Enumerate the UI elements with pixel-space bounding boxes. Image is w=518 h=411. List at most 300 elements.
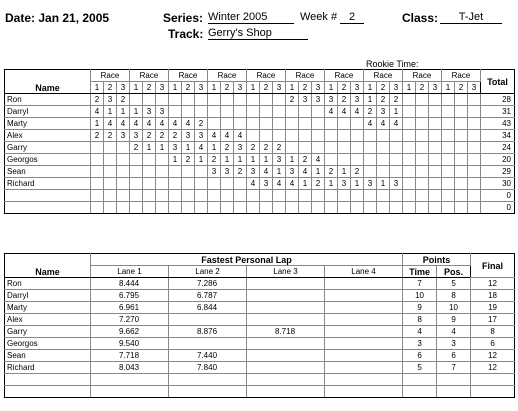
heat-finish-cell (195, 190, 208, 202)
heat-finish-cell (286, 190, 299, 202)
total-cell: 29 (481, 166, 515, 178)
race-group-header: Race (247, 70, 286, 82)
heat-finish-cell: 4 (299, 166, 312, 178)
heat-finish-cell (455, 94, 468, 106)
final-header: Final (471, 254, 515, 278)
lane-time-cell: 6.795 (91, 290, 169, 302)
heat-finish-cell: 3 (286, 166, 299, 178)
heat-finish-cell (299, 106, 312, 118)
heat-finish-cell (325, 190, 338, 202)
heat-finish-cell (364, 142, 377, 154)
heat-finish-cell: 4 (377, 118, 390, 130)
driver-name: Garry (5, 326, 91, 338)
heat-finish-cell: 4 (286, 178, 299, 190)
heat-finish-cell (390, 130, 403, 142)
driver-name: Alex (5, 130, 91, 142)
heat-finish-cell (273, 94, 286, 106)
heat-finish-cell: 1 (338, 166, 351, 178)
heat-finish-cell (429, 202, 442, 214)
heat-finish-cell (338, 130, 351, 142)
heat-finish-cell: 1 (286, 154, 299, 166)
heat-finish-cell: 2 (117, 94, 130, 106)
race-row (5, 118, 515, 130)
heat-finish-cell (416, 106, 429, 118)
driver-name (5, 190, 91, 202)
heat-finish-cell: 4 (338, 106, 351, 118)
points-pos-cell: 5 (437, 278, 471, 290)
heat-finish-cell (247, 118, 260, 130)
heat-finish-cell: 2 (390, 94, 403, 106)
points-pos-cell: 4 (437, 326, 471, 338)
heat-finish-cell (377, 166, 390, 178)
lane-time-cell: 7.286 (169, 278, 247, 290)
heat-finish-cell (338, 202, 351, 214)
total-cell: 43 (481, 118, 515, 130)
lane-time-cell (325, 314, 403, 326)
driver-name (5, 202, 91, 214)
heat-finish-cell (91, 154, 104, 166)
heat-finish-cell (156, 94, 169, 106)
total-cell: 30 (481, 178, 515, 190)
heat-finish-cell: 3 (377, 106, 390, 118)
driver-name: Richard (5, 362, 91, 374)
heat-finish-cell (364, 166, 377, 178)
heat-finish-cell: 3 (182, 130, 195, 142)
lane-time-cell (325, 386, 403, 398)
heat-finish-cell (286, 202, 299, 214)
heat-finish-cell (156, 202, 169, 214)
heat-finish-cell: 1 (221, 154, 234, 166)
heat-number: 3 (312, 82, 325, 94)
heat-finish-cell (455, 202, 468, 214)
heat-finish-cell (130, 154, 143, 166)
heat-finish-cell (416, 94, 429, 106)
heat-number: 2 (221, 82, 234, 94)
heat-finish-cell (416, 118, 429, 130)
points-pos-cell: 8 (437, 290, 471, 302)
heat-finish-cell (169, 166, 182, 178)
lane-time-cell (325, 290, 403, 302)
heat-finish-cell (455, 166, 468, 178)
heat-finish-cell: 4 (104, 118, 117, 130)
final-cell: 12 (471, 350, 515, 362)
lane-time-cell (169, 374, 247, 386)
heat-finish-cell (403, 190, 416, 202)
heat-finish-cell (130, 202, 143, 214)
heat-finish-cell (182, 202, 195, 214)
heat-finish-cell (403, 94, 416, 106)
points-time-cell (403, 374, 437, 386)
heat-finish-cell: 1 (143, 142, 156, 154)
heat-finish-cell: 2 (91, 130, 104, 142)
lane-time-cell: 6.844 (169, 302, 247, 314)
heat-finish-cell (442, 142, 455, 154)
heat-finish-cell: 3 (338, 178, 351, 190)
heat-finish-cell (156, 154, 169, 166)
heat-finish-cell (286, 118, 299, 130)
heat-finish-cell (234, 118, 247, 130)
race-row (5, 130, 515, 142)
points-time-cell: 5 (403, 362, 437, 374)
heat-finish-cell (416, 142, 429, 154)
heat-finish-cell: 1 (364, 94, 377, 106)
lane-time-cell (325, 362, 403, 374)
heat-number: 3 (468, 82, 481, 94)
heat-finish-cell: 1 (390, 106, 403, 118)
series-value: Winter 2005 (208, 11, 294, 24)
heat-finish-cell: 4 (117, 118, 130, 130)
points-pos-cell (437, 386, 471, 398)
race-row (5, 106, 515, 118)
heat-finish-cell (221, 94, 234, 106)
heat-finish-cell (208, 202, 221, 214)
heat-finish-cell (468, 154, 481, 166)
heat-finish-cell (403, 166, 416, 178)
lane-time-cell (325, 278, 403, 290)
final-cell (471, 386, 515, 398)
heat-finish-cell (91, 142, 104, 154)
heat-finish-cell (442, 166, 455, 178)
lane-time-cell (169, 314, 247, 326)
points-time-cell (403, 386, 437, 398)
heat-finish-cell (182, 106, 195, 118)
heat-finish-cell (468, 190, 481, 202)
heat-finish-cell (169, 178, 182, 190)
lane-time-cell (247, 278, 325, 290)
heat-finish-cell (195, 202, 208, 214)
heat-number: 1 (91, 82, 104, 94)
heat-finish-cell: 3 (130, 130, 143, 142)
heat-finish-cell (117, 166, 130, 178)
heat-finish-cell: 4 (208, 130, 221, 142)
heat-number: 3 (429, 82, 442, 94)
heat-finish-cell: 1 (182, 142, 195, 154)
week-value: 2 (340, 11, 364, 24)
heat-finish-cell (325, 130, 338, 142)
heat-finish-cell (429, 130, 442, 142)
heat-finish-cell: 1 (156, 142, 169, 154)
heat-finish-cell: 1 (312, 166, 325, 178)
name-header: Name (5, 70, 91, 94)
heat-number: 3 (195, 82, 208, 94)
heat-finish-cell (429, 118, 442, 130)
lane-time-cell (169, 338, 247, 350)
heat-finish-cell (351, 202, 364, 214)
heat-finish-cell (468, 202, 481, 214)
heat-finish-cell: 1 (195, 154, 208, 166)
heat-number: 1 (208, 82, 221, 94)
heat-finish-cell (455, 142, 468, 154)
final-cell: 12 (471, 278, 515, 290)
points-time-cell: 4 (403, 326, 437, 338)
track-label: Track: (168, 27, 204, 41)
heat-finish-cell (247, 94, 260, 106)
heat-finish-cell (156, 166, 169, 178)
heat-finish-cell: 3 (312, 94, 325, 106)
heat-finish-cell (442, 178, 455, 190)
heat-finish-cell (299, 142, 312, 154)
heat-finish-cell (104, 178, 117, 190)
race-group-header: Race (403, 70, 442, 82)
heat-number: 1 (169, 82, 182, 94)
heat-finish-cell (351, 142, 364, 154)
heat-number: 2 (260, 82, 273, 94)
heat-finish-cell: 2 (169, 130, 182, 142)
heat-finish-cell: 4 (364, 118, 377, 130)
heat-finish-cell (182, 94, 195, 106)
heat-finish-cell: 3 (351, 94, 364, 106)
heat-finish-cell: 1 (91, 118, 104, 130)
final-cell: 12 (471, 362, 515, 374)
heat-finish-cell: 3 (325, 94, 338, 106)
heat-finish-cell (169, 94, 182, 106)
lane-time-cell: 9.540 (91, 338, 169, 350)
heat-finish-cell (286, 106, 299, 118)
heat-finish-cell (273, 106, 286, 118)
points-time-cell: 3 (403, 338, 437, 350)
heat-finish-cell: 4 (91, 106, 104, 118)
lap-row (5, 326, 515, 338)
heat-finish-cell (403, 178, 416, 190)
heat-number: 2 (143, 82, 156, 94)
heat-finish-cell (429, 94, 442, 106)
points-pos-cell: 9 (437, 314, 471, 326)
heat-finish-cell (117, 202, 130, 214)
heat-finish-cell: 2 (208, 154, 221, 166)
heat-finish-cell (416, 130, 429, 142)
heat-finish-cell: 2 (143, 130, 156, 142)
heat-finish-cell: 1 (325, 178, 338, 190)
heat-finish-cell (260, 106, 273, 118)
heat-finish-cell: 1 (273, 166, 286, 178)
heat-finish-cell: 4 (143, 118, 156, 130)
heat-number: 2 (104, 82, 117, 94)
heat-finish-cell (364, 130, 377, 142)
heat-finish-cell (364, 190, 377, 202)
heat-finish-cell: 3 (299, 94, 312, 106)
heat-finish-cell (468, 130, 481, 142)
week-label: Week # (300, 11, 338, 23)
heat-finish-cell: 2 (273, 142, 286, 154)
heat-finish-cell (416, 154, 429, 166)
lane-time-cell (247, 290, 325, 302)
heat-finish-cell (429, 106, 442, 118)
heat-finish-cell (208, 190, 221, 202)
lane-time-cell: 9.662 (91, 326, 169, 338)
race-row (5, 178, 515, 190)
heat-finish-cell: 2 (104, 130, 117, 142)
heat-finish-cell (468, 142, 481, 154)
heat-finish-cell (442, 118, 455, 130)
points-pos-cell: 7 (437, 362, 471, 374)
heat-finish-cell (91, 178, 104, 190)
total-cell: 0 (481, 202, 515, 214)
heat-finish-cell (91, 202, 104, 214)
heat-finish-cell (260, 118, 273, 130)
heat-finish-cell (442, 94, 455, 106)
heat-number: 2 (416, 82, 429, 94)
heat-finish-cell (455, 118, 468, 130)
final-cell: 6 (471, 338, 515, 350)
heat-finish-cell (234, 178, 247, 190)
heat-finish-cell: 2 (247, 142, 260, 154)
final-cell (471, 374, 515, 386)
heat-finish-cell (416, 202, 429, 214)
heat-number: 3 (156, 82, 169, 94)
heat-finish-cell: 1 (377, 178, 390, 190)
heat-finish-cell (403, 202, 416, 214)
heat-number: 2 (299, 82, 312, 94)
heat-finish-cell (468, 118, 481, 130)
heat-number: 1 (325, 82, 338, 94)
lap-row (5, 350, 515, 362)
driver-name: Georgos (5, 154, 91, 166)
heat-finish-cell: 2 (91, 94, 104, 106)
heat-finish-cell (325, 142, 338, 154)
heat-finish-cell (338, 190, 351, 202)
heat-finish-cell: 3 (390, 178, 403, 190)
heat-finish-cell: 2 (351, 166, 364, 178)
heat-finish-cell: 2 (299, 154, 312, 166)
heat-finish-cell (260, 190, 273, 202)
heat-finish-cell (260, 130, 273, 142)
race-row (5, 154, 515, 166)
heat-finish-cell (442, 190, 455, 202)
race-group-header: Race (325, 70, 364, 82)
lap-row (5, 278, 515, 290)
heat-finish-cell (390, 202, 403, 214)
race-group-header: Race (442, 70, 481, 82)
heat-finish-cell (182, 178, 195, 190)
lane-header: Lane 1 (91, 266, 169, 278)
heat-finish-cell: 2 (195, 118, 208, 130)
lane-time-cell (247, 338, 325, 350)
heat-finish-cell (351, 130, 364, 142)
heat-finish-cell (286, 130, 299, 142)
lane-time-cell: 7.840 (169, 362, 247, 374)
heat-finish-cell (455, 154, 468, 166)
heat-finish-cell (377, 130, 390, 142)
heat-finish-cell (260, 94, 273, 106)
heat-finish-cell (312, 130, 325, 142)
total-header: Total (481, 70, 515, 94)
heat-finish-cell (273, 202, 286, 214)
lane-time-cell (247, 374, 325, 386)
final-cell: 8 (471, 326, 515, 338)
heat-finish-cell: 1 (247, 154, 260, 166)
heat-finish-cell (221, 190, 234, 202)
heat-finish-cell: 2 (377, 94, 390, 106)
heat-finish-cell (260, 202, 273, 214)
heat-finish-cell (273, 190, 286, 202)
race-row (5, 190, 515, 202)
points-time-cell: 10 (403, 290, 437, 302)
lap-row (5, 302, 515, 314)
driver-name: Richard (5, 178, 91, 190)
lap-row (5, 338, 515, 350)
heat-finish-cell (117, 190, 130, 202)
heat-number: 2 (455, 82, 468, 94)
heat-finish-cell (221, 106, 234, 118)
heat-finish-cell: 1 (208, 142, 221, 154)
series-label: Series: (163, 11, 204, 25)
heat-finish-cell: 3 (221, 166, 234, 178)
heat-finish-cell (455, 130, 468, 142)
heat-finish-cell (403, 142, 416, 154)
heat-finish-cell (247, 106, 260, 118)
total-cell: 0 (481, 190, 515, 202)
heat-finish-cell: 4 (351, 106, 364, 118)
heat-finish-cell (117, 154, 130, 166)
heat-finish-cell (416, 166, 429, 178)
heat-finish-cell (299, 190, 312, 202)
heat-finish-cell (208, 106, 221, 118)
lap-row (5, 386, 515, 398)
heat-finish-cell: 4 (221, 130, 234, 142)
lane-time-cell (325, 338, 403, 350)
heat-finish-cell: 3 (234, 142, 247, 154)
heat-finish-cell (195, 94, 208, 106)
class-value: T-Jet (440, 11, 502, 24)
driver-name: Marty (5, 302, 91, 314)
heat-finish-cell (91, 166, 104, 178)
heat-finish-cell (195, 106, 208, 118)
final-cell: 19 (471, 302, 515, 314)
race-row (5, 202, 515, 214)
heat-number: 3 (390, 82, 403, 94)
lane-time-cell (247, 386, 325, 398)
heat-finish-cell (377, 202, 390, 214)
heat-finish-cell (312, 190, 325, 202)
heat-finish-cell (455, 190, 468, 202)
heat-finish-cell: 1 (169, 154, 182, 166)
heat-finish-cell (130, 166, 143, 178)
heat-finish-cell (299, 202, 312, 214)
race-group-header: Race (169, 70, 208, 82)
driver-name: Georgos (5, 338, 91, 350)
heat-finish-cell: 2 (182, 154, 195, 166)
lap-name-header: Name (5, 254, 91, 278)
heat-finish-cell (351, 190, 364, 202)
heat-finish-cell (364, 202, 377, 214)
heat-finish-cell: 4 (247, 178, 260, 190)
heat-finish-cell (429, 154, 442, 166)
date-label: Date: Jan 21, 2005 (5, 11, 110, 25)
lane-header: Lane 3 (247, 266, 325, 278)
heat-finish-cell (468, 106, 481, 118)
lap-row (5, 362, 515, 374)
heat-finish-cell (221, 202, 234, 214)
heat-finish-cell (104, 154, 117, 166)
heat-finish-cell (286, 142, 299, 154)
lane-time-cell: 7.440 (169, 350, 247, 362)
lane-time-cell (325, 326, 403, 338)
heat-number: 1 (403, 82, 416, 94)
heat-finish-cell (221, 118, 234, 130)
heat-finish-cell: 1 (130, 106, 143, 118)
heat-finish-cell: 1 (299, 178, 312, 190)
heat-finish-cell (104, 166, 117, 178)
driver-name: Sean (5, 166, 91, 178)
heat-finish-cell (143, 166, 156, 178)
heat-finish-cell: 4 (312, 154, 325, 166)
heat-number: 2 (182, 82, 195, 94)
heat-finish-cell: 2 (325, 166, 338, 178)
heat-finish-cell: 4 (182, 118, 195, 130)
lane-time-cell (325, 374, 403, 386)
heat-finish-cell (130, 178, 143, 190)
heat-number: 2 (377, 82, 390, 94)
